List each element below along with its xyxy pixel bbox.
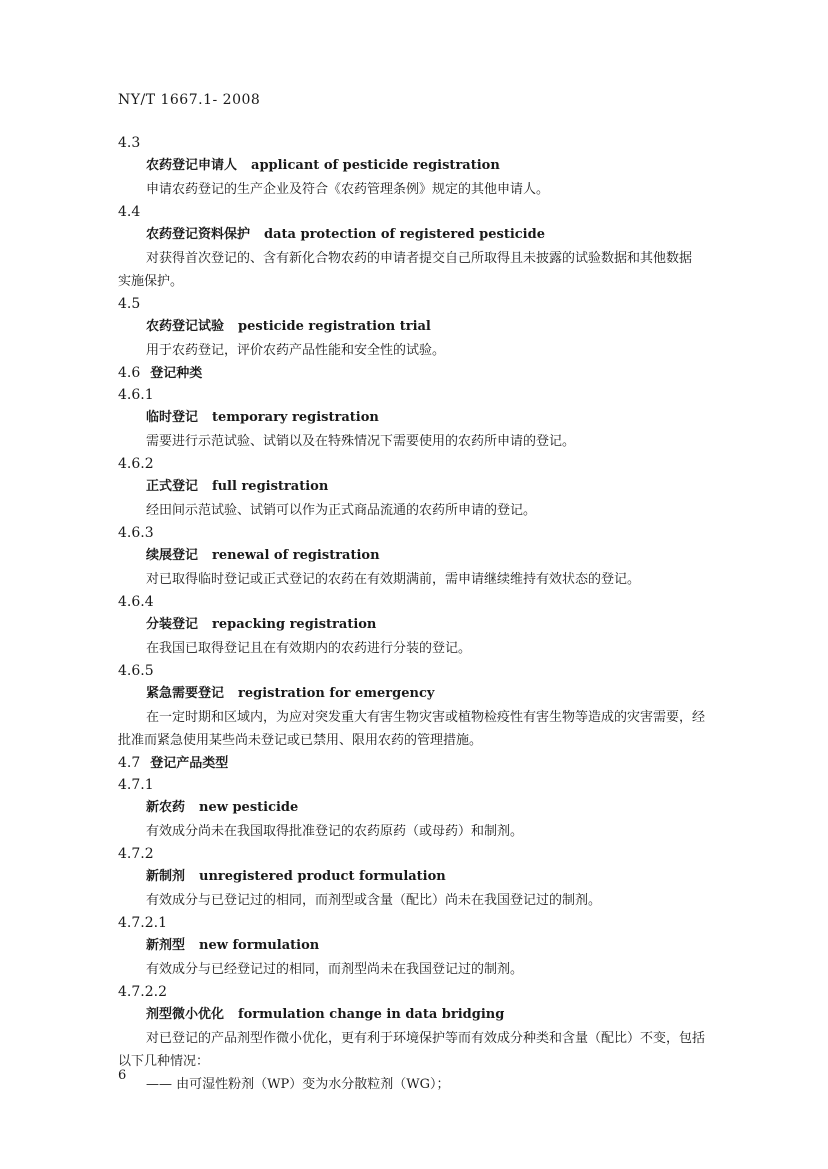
- clause-number: [118, 293, 768, 315]
- page-number: 6: [118, 1068, 127, 1083]
- definition-text: 有效成分尚未在我国取得批准登记的农药原药（或母药）和制剂。: [146, 824, 524, 839]
- term-line: [118, 613, 768, 637]
- term-chinese: 农药登记试验: [146, 319, 225, 334]
- term-chinese: 新制剂: [146, 869, 186, 884]
- term-line: [118, 796, 768, 820]
- clause-number: [118, 660, 768, 682]
- document-body: [118, 132, 768, 1096]
- clause-block: [118, 912, 768, 981]
- term-line: [118, 406, 768, 430]
- clause-number-text: 4.6.5: [118, 663, 154, 679]
- clause-number-text: 4.7.2.1: [118, 915, 167, 931]
- definition-text: 有效成分与已经登记过的相同，而剂型尚未在我国登记过的制剂。: [146, 962, 524, 977]
- definition-text: 批准而紧急使用某些尚未登记或已禁用、限用农药的管理措施。: [118, 733, 483, 748]
- term-english: full registration: [212, 479, 329, 494]
- term-line: [118, 544, 768, 568]
- term-chinese: 剂型微小优化: [146, 1007, 225, 1022]
- term-english: new pesticide: [199, 800, 299, 815]
- term-chinese: 农药登记申请人: [146, 158, 238, 173]
- term-line: [118, 934, 768, 958]
- definition-text: 在一定时期和区域内，为应对突发重大有害生物灾害或植物检疫性有害生物等造成的灾害需要，经: [146, 710, 706, 725]
- clause-number-text: 4.5: [118, 296, 141, 312]
- clause-number: [118, 132, 768, 154]
- clause-number-text: 4.6.3: [118, 525, 154, 541]
- term-english: formulation change in data bridging: [238, 1007, 505, 1022]
- definition-text: 以下几种情况：: [118, 1054, 210, 1069]
- definition-text: 需要进行示范试验、试销以及在特殊情况下需要使用的农药所申请的登记。: [146, 434, 576, 449]
- clause-block: [118, 752, 768, 774]
- clause-block: [118, 453, 768, 522]
- clause-number: [118, 912, 768, 934]
- clause-number: [118, 752, 768, 774]
- term-english: temporary registration: [212, 410, 379, 425]
- term-english: repacking registration: [212, 617, 377, 632]
- clause-block: [118, 384, 768, 453]
- clause-block: [118, 362, 768, 384]
- clause-number: [118, 453, 768, 475]
- definition-text: 经田间示范试验、试销可以作为正式商品流通的农药所申请的登记。: [146, 503, 537, 518]
- term-english: pesticide registration trial: [238, 319, 431, 334]
- standard-id: NY/T 1667.1- 2008: [118, 92, 261, 108]
- clause-heading: 登记种类: [150, 366, 203, 381]
- term-chinese: 临时登记: [146, 410, 199, 425]
- term-chinese: 续展登记: [146, 548, 199, 563]
- clause-block: [118, 522, 768, 591]
- clause-heading: 登记产品类型: [150, 756, 229, 771]
- clause-number: [118, 384, 768, 406]
- term-chinese: 正式登记: [146, 479, 199, 494]
- clause-block: [118, 591, 768, 660]
- clause-number-text: 4.6: [118, 365, 141, 381]
- list-item: —— 由可湿性粉剂（WP）变为水分散粒剂（WG）；: [146, 1077, 450, 1092]
- definition-text: 对获得首次登记的、含有新化合物农药的申请者提交自己所取得且未披露的试验数据和其他数据: [146, 251, 693, 266]
- clause-number: [118, 843, 768, 865]
- definition-text: 对已登记的产品剂型作微小优化，更有利于环境保护等而有效成分种类和含量（配比）不变，包括: [146, 1031, 706, 1046]
- clause-number: [118, 201, 768, 223]
- definition-text: 在我国已取得登记且在有效期内的农药进行分装的登记。: [146, 641, 472, 656]
- clause-number: [118, 362, 768, 384]
- clause-number-text: 4.7.1: [118, 777, 154, 793]
- definition-text: 申请农药登记的生产企业及符合《农药管理条例》规定的其他申请人。: [146, 182, 550, 197]
- term-english: renewal of registration: [212, 548, 380, 563]
- term-chinese: 分装登记: [146, 617, 199, 632]
- term-line: [118, 865, 768, 889]
- clause-block: [118, 981, 768, 1096]
- term-line: [118, 682, 768, 706]
- clause-number-text: 4.7.2.2: [118, 984, 167, 1000]
- clause-number-text: 4.4: [118, 204, 141, 220]
- term-chinese: 新剂型: [146, 938, 186, 953]
- term-english: registration for emergency: [238, 686, 435, 701]
- definition-text: 用于农药登记，评价农药产品性能和安全性的试验。: [146, 343, 446, 358]
- term-english: new formulation: [199, 938, 320, 953]
- clause-number: [118, 774, 768, 796]
- definition-text: 对已取得临时登记或正式登记的农药在有效期满前，需申请继续维持有效状态的登记。: [146, 572, 641, 587]
- clause-number-text: 4.7.2: [118, 846, 154, 862]
- clause-block: [118, 843, 768, 912]
- clause-block: [118, 201, 768, 293]
- clause-number-text: 4.6.4: [118, 594, 154, 610]
- term-english: applicant of pesticide registration: [251, 158, 500, 173]
- clause-number: [118, 591, 768, 613]
- term-line: [118, 154, 768, 178]
- term-line: [118, 475, 768, 499]
- definition-text: 有效成分与已登记过的相同，而剂型或含量（配比）尚未在我国登记过的制剂。: [146, 893, 602, 908]
- clause-block: [118, 660, 768, 752]
- term-english: data protection of registered pesticide: [264, 227, 545, 242]
- clause-number-text: 4.7: [118, 755, 141, 771]
- clause-number-text: 4.6.2: [118, 456, 154, 472]
- definition-text: 实施保护。: [118, 274, 184, 289]
- clause-number-text: 4.6.1: [118, 387, 154, 403]
- clause-number: [118, 981, 768, 1003]
- term-line: [118, 223, 768, 247]
- clause-block: [118, 132, 768, 201]
- term-chinese: 紧急需要登记: [146, 686, 225, 701]
- term-english: unregistered product formulation: [199, 869, 446, 884]
- clause-block: [118, 293, 768, 362]
- clause-block: [118, 774, 768, 843]
- clause-number: [118, 522, 768, 544]
- clause-number-text: 4.3: [118, 135, 141, 151]
- term-line: [118, 1003, 768, 1027]
- term-line: [118, 315, 768, 339]
- term-chinese: 农药登记资料保护: [146, 227, 251, 242]
- term-chinese: 新农药: [146, 800, 186, 815]
